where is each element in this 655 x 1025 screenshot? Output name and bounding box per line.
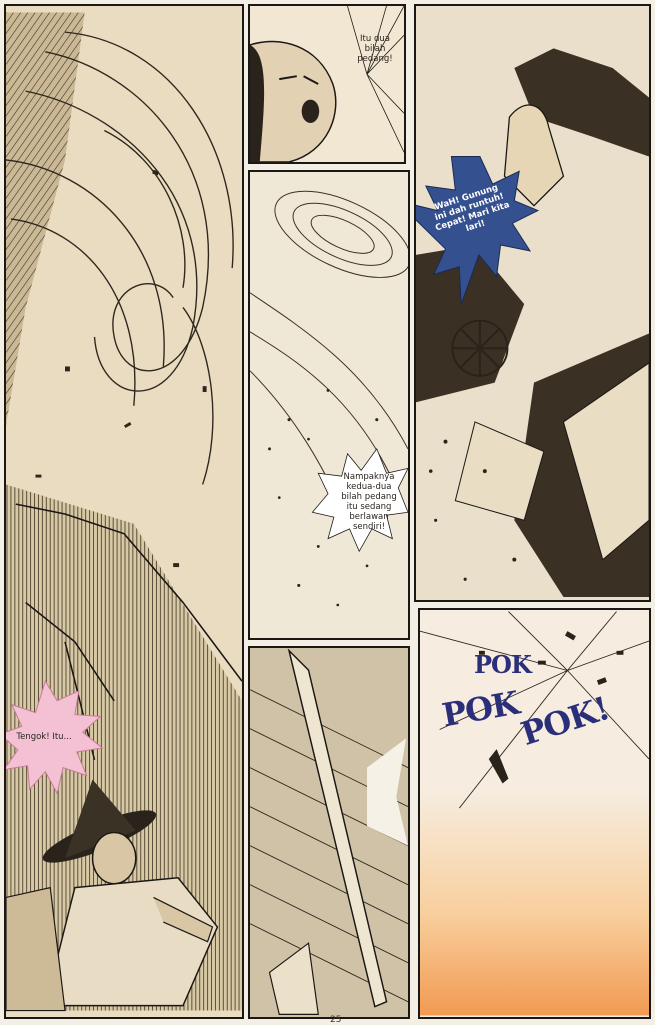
speech-mountain-collapse: WaH! Gunung ini dah runtuh! Cepat! Mari kita lari!: [433, 182, 511, 235]
cart-wheel: [452, 321, 507, 376]
mountain-collapse-art: [416, 6, 649, 600]
speech-swords-fighting: Nampaknya kedua-dua bilah pedang itu sedang berlawan sendiri!: [341, 472, 397, 532]
panel-mountain-collapse: [414, 4, 651, 602]
screaming-face-art: [250, 6, 404, 162]
sfx-pok-3: POK!: [516, 689, 614, 753]
speech-look: Tengok! Itu...: [16, 732, 72, 742]
panel-explosion: [418, 608, 651, 1019]
panel-sword-clash: [248, 646, 410, 1019]
sfx-pok-1: POK: [474, 650, 531, 679]
speech-two-swords: Itu dua bilah pedang!: [357, 34, 393, 64]
page-number: 25: [330, 1015, 342, 1025]
sword-clash-art: [250, 648, 408, 1017]
storm-cliff-art: [6, 6, 242, 1017]
explosion-art: [420, 610, 649, 1017]
panel-vortex: [248, 170, 410, 640]
panel-storm-cliff: [4, 4, 244, 1019]
vortex-art: [250, 172, 408, 638]
sfx-pok-2: POK: [439, 683, 522, 735]
panel-screaming-face: [248, 4, 406, 164]
